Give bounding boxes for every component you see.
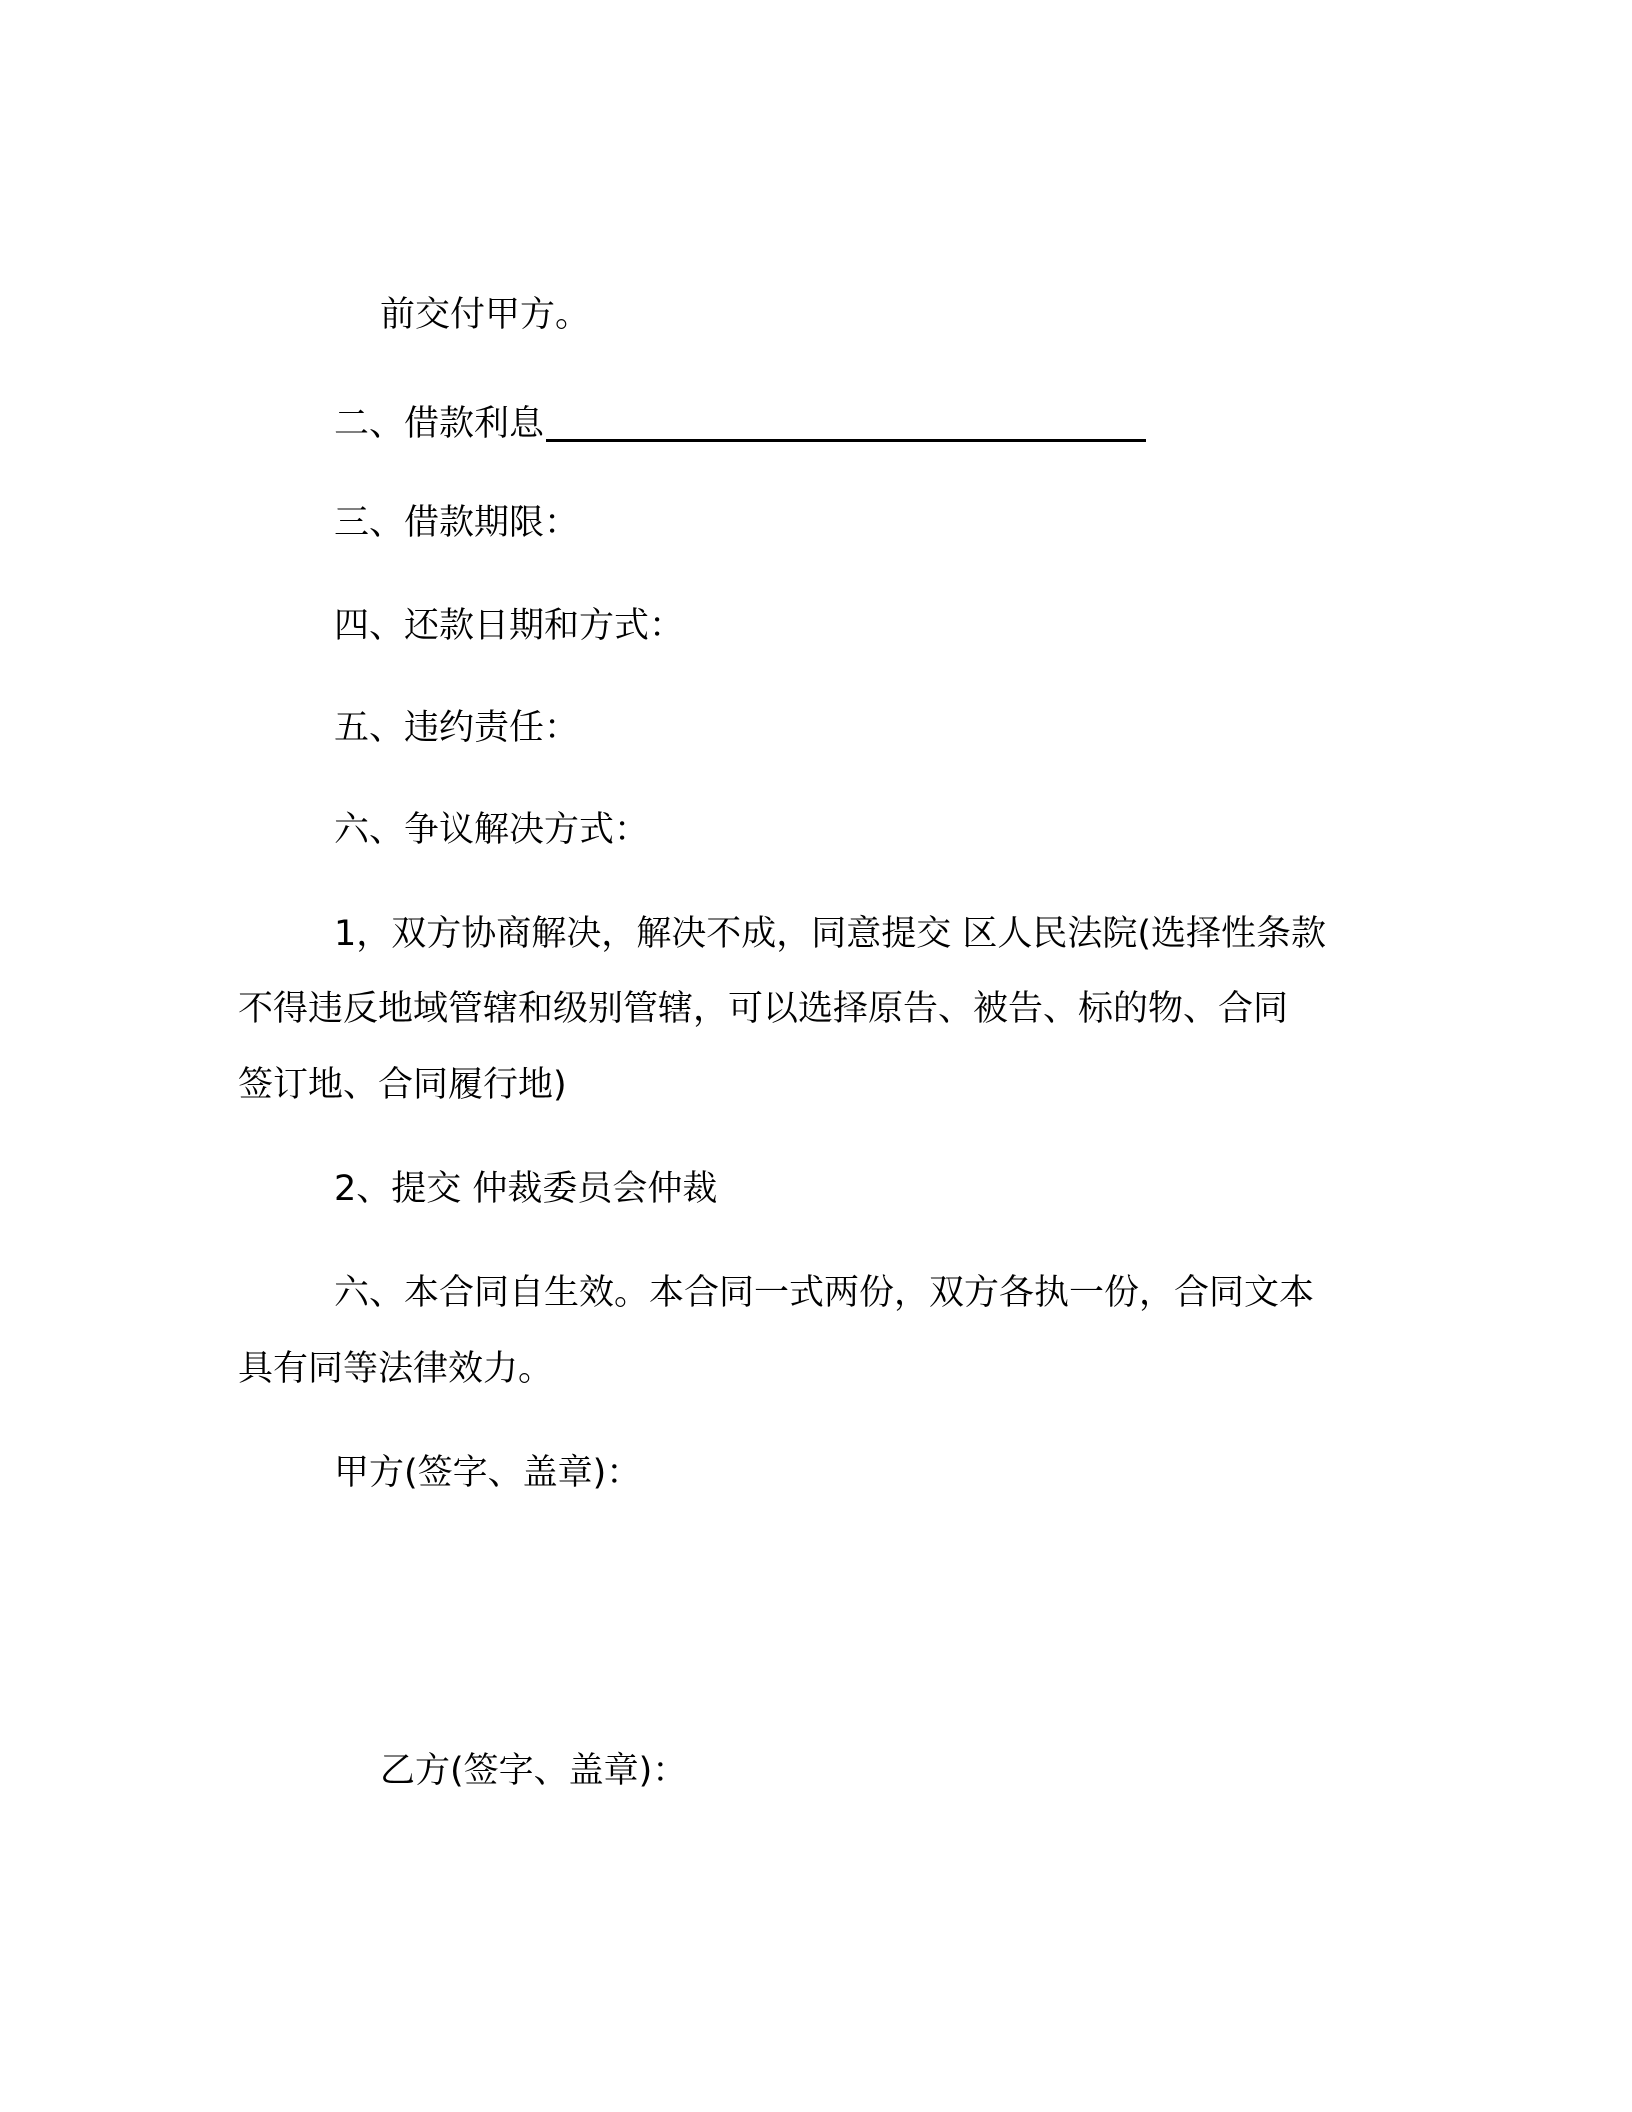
clause-interest-label: 二、借款利息 [334,404,545,444]
clause-effect-line-1: 六、本合同自生效。本合同一式两份，双方各执一份，合同文本 [334,1273,1315,1313]
clause-interest [334,405,1146,442]
dispute-option-1-line-2: 不得违反地域管辖和级别管辖，可以选择原告、被告、标的物、合同 [238,989,1289,1029]
party-b-signature: 乙方(签字、盖章)： [380,1751,688,1791]
clause-repayment: 四、还款日期和方式： [334,606,685,646]
dispute-option-2: 2、提交 仲裁委员会仲裁 [334,1169,718,1209]
party-a-signature: 甲方(签字、盖章)： [334,1453,642,1493]
interest-blank-line [546,405,1146,442]
dispute-option-1-line-1: 1，双方协商解决，解决不成，同意提交 区人民法院(选择性条款 [334,914,1327,954]
dispute-option-1-line-3: 签订地、合同履行地) [238,1065,567,1105]
clause-dispute: 六、争议解决方式： [334,810,650,850]
text-line-1: 前交付甲方。 [380,295,591,335]
clause-effect-line-2: 具有同等法律效力。 [238,1349,554,1389]
clause-liability: 五、违约责任： [334,708,580,748]
clause-term: 三、借款期限： [334,503,580,543]
